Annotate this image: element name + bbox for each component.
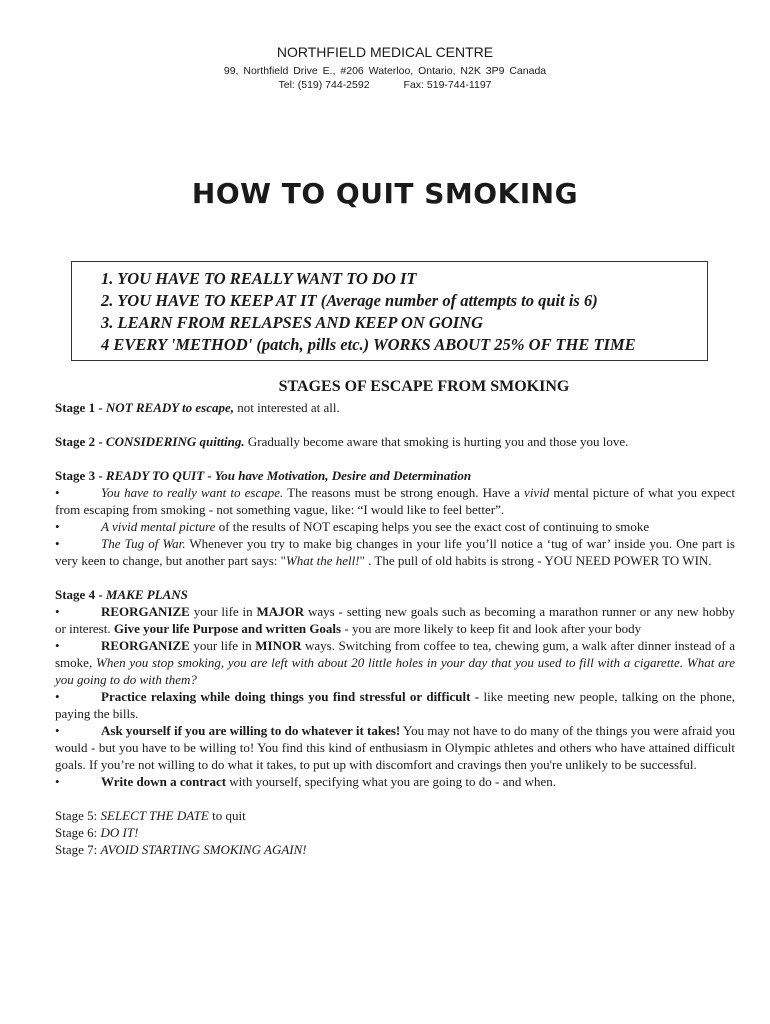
clinic-contact [0, 79, 770, 91]
stages-content [55, 399, 735, 858]
stage-3-bullet-1: • You have to really want to escape. The reasons must be strong enough. Have a vivid mental picture of what you expect from escaping from smoking - not something vague, like: “I would like to feel better”. [55, 485, 736, 517]
principles-box [71, 261, 708, 361]
stage-3-bullet-2: • A vivid mental picture of the results of NOT escaping helps you see the exact cost of continuing to smoke [55, 519, 650, 534]
stage-3-bullet-3: • The Tug of War. Whenever you try to make big changes in your life you’ll notice a ‘tug of war’ inside you. One part is very keen to change, but another part says: "What the hell!" . The pull of old habits is strong - YOU NEED POWER TO WIN. [55, 536, 735, 568]
principle-2: 2. YOU HAVE TO KEEP AT IT (Average number of attempts to quit is 6) [101, 291, 598, 310]
stage-4-bullet-2: • REORGANIZE your life in MINOR ways. Switching from coffee to tea, chewing gum, a walk after dinner instead of a smoke, When you stop smoking, you are left with about 20 little holes in your day that you used to fill with a cigarette. What are you going to do with them? [55, 638, 736, 687]
stage-7: Stage 7: AVOID STARTING SMOKING AGAIN! [55, 842, 307, 857]
principle-1: 1. YOU HAVE TO REALLY WANT TO DO IT [101, 269, 417, 288]
stage-4-bullet-3: • Practice relaxing while doing things you find stressful or difficult - like meeting new people, talking on the phone, paying the bills. [55, 689, 735, 721]
clinic-address: 99, Northfield Drive E., #206 Waterloo, Ontario, N2K 3P9 Canada [223, 65, 547, 77]
stage-4: Stage 4 - MAKE PLANS [55, 587, 188, 602]
stage-6: Stage 6: DO IT! [55, 825, 139, 840]
stage-1: Stage 1 - NOT READY to escape, not interested at all. [55, 400, 340, 415]
clinic-tel: Tel: (519) 744-2592 [278, 79, 370, 91]
stage-4-bullet-1: • REORGANIZE your life in MAJOR ways - setting new goals such as becoming a marathon runner or any new hobby or interest. Give your life Purpose and written Goals - you are more likely to keep fit and look after your body [55, 604, 736, 636]
page-title: HOW TO QUIT SMOKING [191, 177, 579, 210]
clinic-fax: Fax: 519-744-1197 [403, 79, 492, 91]
clinic-name: NORTHFIELD MEDICAL CENTRE [276, 44, 494, 60]
stage-2: Stage 2 - CONSIDERING quitting. Gradually become aware that smoking is hurting you and those you love. [55, 434, 629, 449]
stages-heading: STAGES OF ESCAPE FROM SMOKING [278, 378, 570, 395]
stage-4-bullet-4: • Ask yourself if you are willing to do whatever it takes! You may not have to do many of the things you were afraid you would - but you have to be willing to! You find this kind of enthusiasm in Olympic athletes and others who have attained difficult goals. If you’re not willing to do what it takes, to put up with discomfort and cravings then you're unlikely to be successful. [55, 723, 735, 772]
stage-3: Stage 3 - READY TO QUIT - You have Motivation, Desire and Determination [55, 468, 472, 483]
principle-3: 3. LEARN FROM RELAPSES AND KEEP ON GOING [101, 313, 484, 332]
principle-4: 4 EVERY 'METHOD' (patch, pills etc.) WORKS ABOUT 25% OF THE TIME [101, 335, 636, 354]
stage-5: Stage 5: SELECT THE DATE to quit [55, 808, 246, 823]
stage-4-bullet-5: • Write down a contract with yourself, specifying what you are going to do - and when. [55, 774, 557, 789]
